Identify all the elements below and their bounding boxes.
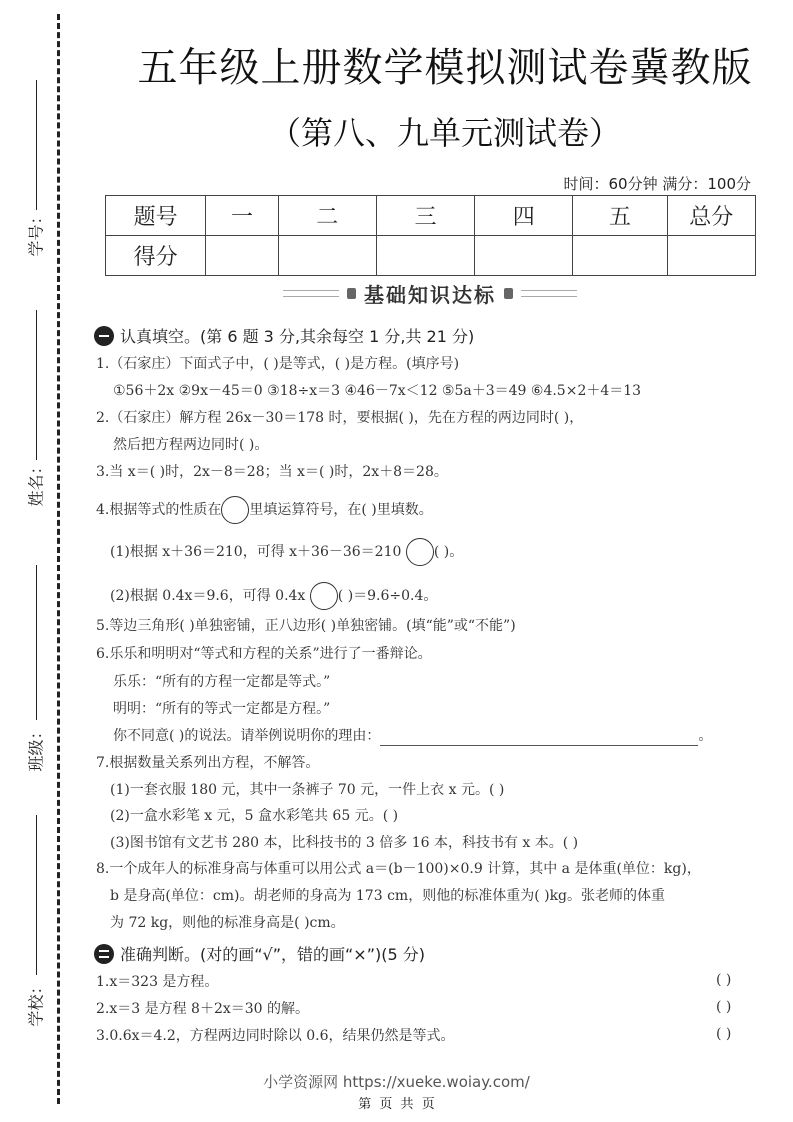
judge-item-1: 1.x＝323 是方程。 (96, 974, 219, 990)
operator-circle-blank[interactable] (221, 496, 249, 524)
judge-answer-blank[interactable]: ( ) (716, 1026, 732, 1042)
name-label: 姓名： (26, 458, 46, 507)
score-table-header-cell: 二 (278, 196, 376, 236)
question-4-stem-a: 4.根据等式的性质在 (96, 502, 222, 518)
page-number: 第 页 共 页 (358, 1097, 435, 1112)
class-blank-line[interactable] (36, 565, 37, 720)
score-table-header-cell: 总分 (667, 196, 755, 236)
question-6-stem: 6.乐乐和明明对“等式和方程的关系”进行了一番辩论。 (96, 646, 432, 662)
judge-item-2: 2.x＝3 是方程 8＋2x＝30 的解。 (96, 1001, 310, 1017)
decorative-square-icon (347, 288, 356, 299)
score-cell[interactable] (206, 236, 278, 276)
question-4-sub-2 (110, 582, 437, 610)
question-1-options: ①56＋2x ②9x－45＝0 ③18÷x＝3 ④46－7x＜12 ⑤5a＋3＝49 ⑥4.5×2＋4＝13 (113, 383, 642, 399)
name-blank-line[interactable] (36, 310, 37, 460)
class-label: 班级： (26, 723, 46, 772)
question-3: 3.当 x＝( )时，2x－8＝28；当 x＝( )时，2x＋8＝28。 (96, 464, 448, 480)
question-7-stem: 7.根据数量关系列出方程，不解答。 (96, 755, 320, 771)
score-table-header-cell: 三 (376, 196, 474, 236)
class-field[interactable] (14, 565, 54, 775)
school-label: 学校： (26, 978, 46, 1027)
question-8-line-2: b 是身高(单位：cm)。胡老师的身高为 173 cm，则他的标准体重为( )kg。张老师的体重 (110, 888, 666, 904)
school-field[interactable] (14, 815, 54, 1035)
student-id-label: 学号： (26, 208, 46, 257)
reason-answer-line[interactable] (380, 731, 698, 746)
score-table (105, 195, 756, 276)
question-2-line-1: 2.（石家庄）解方程 26x－30＝178 时，要根据( )，先在方程的两边同时( )， (96, 410, 584, 426)
section-1-heading (94, 324, 474, 347)
page-title: 五年级上册数学模拟测试卷冀教版 (137, 45, 753, 91)
score-table-header-row (106, 196, 756, 236)
section-2-heading (94, 942, 425, 965)
school-blank-line[interactable] (36, 815, 37, 975)
section-banner (270, 279, 590, 307)
score-cell[interactable] (475, 236, 573, 276)
score-table-header-cell: 题号 (106, 196, 206, 236)
question-4-sub-1-tail: ( )。 (433, 544, 464, 560)
time-and-score-info: 时间：60分钟 满分：100分 (563, 175, 751, 193)
decorative-rule (283, 290, 339, 297)
score-table-header-cell: 一 (206, 196, 278, 236)
question-4-stem (96, 496, 433, 524)
question-4-sub-2-tail: ( )＝9.6÷0.4。 (337, 588, 438, 604)
decorative-square-icon (504, 288, 513, 299)
question-6-ask (113, 726, 712, 746)
score-table-header-cell: 五 (573, 196, 667, 236)
question-2-line-2: 然后把方程两边同时( )。 (113, 437, 269, 453)
score-row-label: 得分 (106, 236, 206, 276)
section-number-one-icon (94, 326, 114, 346)
score-table-score-row (106, 236, 756, 276)
cut-line-dashed (57, 14, 60, 1104)
score-cell[interactable] (667, 236, 755, 276)
question-4-stem-b: 里填运算符号，在( )里填数。 (249, 502, 433, 518)
question-7-sub-1: (1)一套衣服 180 元，其中一条裤子 70 元，一件上衣 x 元。( ) (110, 782, 505, 798)
question-4-sub-1-text: (1)根据 x＋36＝210，可得 x＋36－36＝210 (110, 544, 402, 560)
question-7-sub-2: (2)一盒水彩笔 x 元，5 盒水彩笔共 65 元。( ) (110, 808, 399, 824)
question-1-line-1: 1.（石家庄）下面式子中，( )是等式，( )是方程。(填序号) (96, 356, 460, 372)
section-number-two-icon (94, 944, 114, 964)
source-watermark: 小学资源网 https://xueke.woiay.com/ (263, 1073, 530, 1091)
score-cell[interactable] (573, 236, 667, 276)
student-id-field[interactable] (14, 80, 54, 270)
banner-title: 基础知识达标 (364, 282, 496, 307)
student-id-blank-line[interactable] (36, 80, 37, 210)
question-5: 5.等边三角形( )单独密铺，正八边形( )单独密铺。(填“能”或“不能”) (96, 618, 516, 634)
question-8-line-1: 8.一个成年人的标准身高与体重可以用公式 a＝(b－100)×0.9 计算，其中 a 是体重(单位：kg)， (96, 861, 701, 877)
question-4-sub-1 (110, 538, 463, 566)
question-6-mingming: 明明：“所有的等式一定都是方程。” (113, 701, 331, 717)
operator-circle-blank[interactable] (406, 538, 434, 566)
decorative-rule (521, 290, 577, 297)
judge-answer-blank[interactable]: ( ) (716, 972, 732, 988)
question-7-sub-3: (3)图书馆有文艺书 280 本，比科技书的 3 倍多 16 本，科技书有 x 本。( ) (110, 835, 579, 851)
score-cell[interactable] (278, 236, 376, 276)
judge-answer-blank[interactable]: ( ) (716, 999, 732, 1015)
score-table-header-cell: 四 (475, 196, 573, 236)
section-1-title: 认真填空。(第 6 题 3 分,其余每空 1 分,共 21 分) (120, 327, 475, 346)
name-field[interactable] (14, 310, 54, 510)
question-6-ask-text: 你不同意( )的说法。请举例说明你的理由： (113, 728, 381, 744)
score-cell[interactable] (376, 236, 474, 276)
page-subtitle: （第八、九单元测试卷） (268, 114, 621, 152)
operator-circle-blank[interactable] (310, 582, 338, 610)
judge-item-3: 3.0.6x＝4.2，方程两边同时除以 0.6，结果仍然是等式。 (96, 1028, 455, 1044)
section-2-title: 准确判断。(对的画“√”，错的画“×”)(5 分) (120, 945, 425, 964)
question-4-sub-2-text: (2)根据 0.4x＝9.6，可得 0.4x (110, 588, 306, 604)
question-8-line-3: 为 72 kg，则他的标准身高是( )cm。 (110, 915, 345, 931)
question-6-lele: 乐乐：“所有的方程一定都是等式。” (113, 674, 331, 690)
question-6-end: 。 (698, 728, 713, 744)
